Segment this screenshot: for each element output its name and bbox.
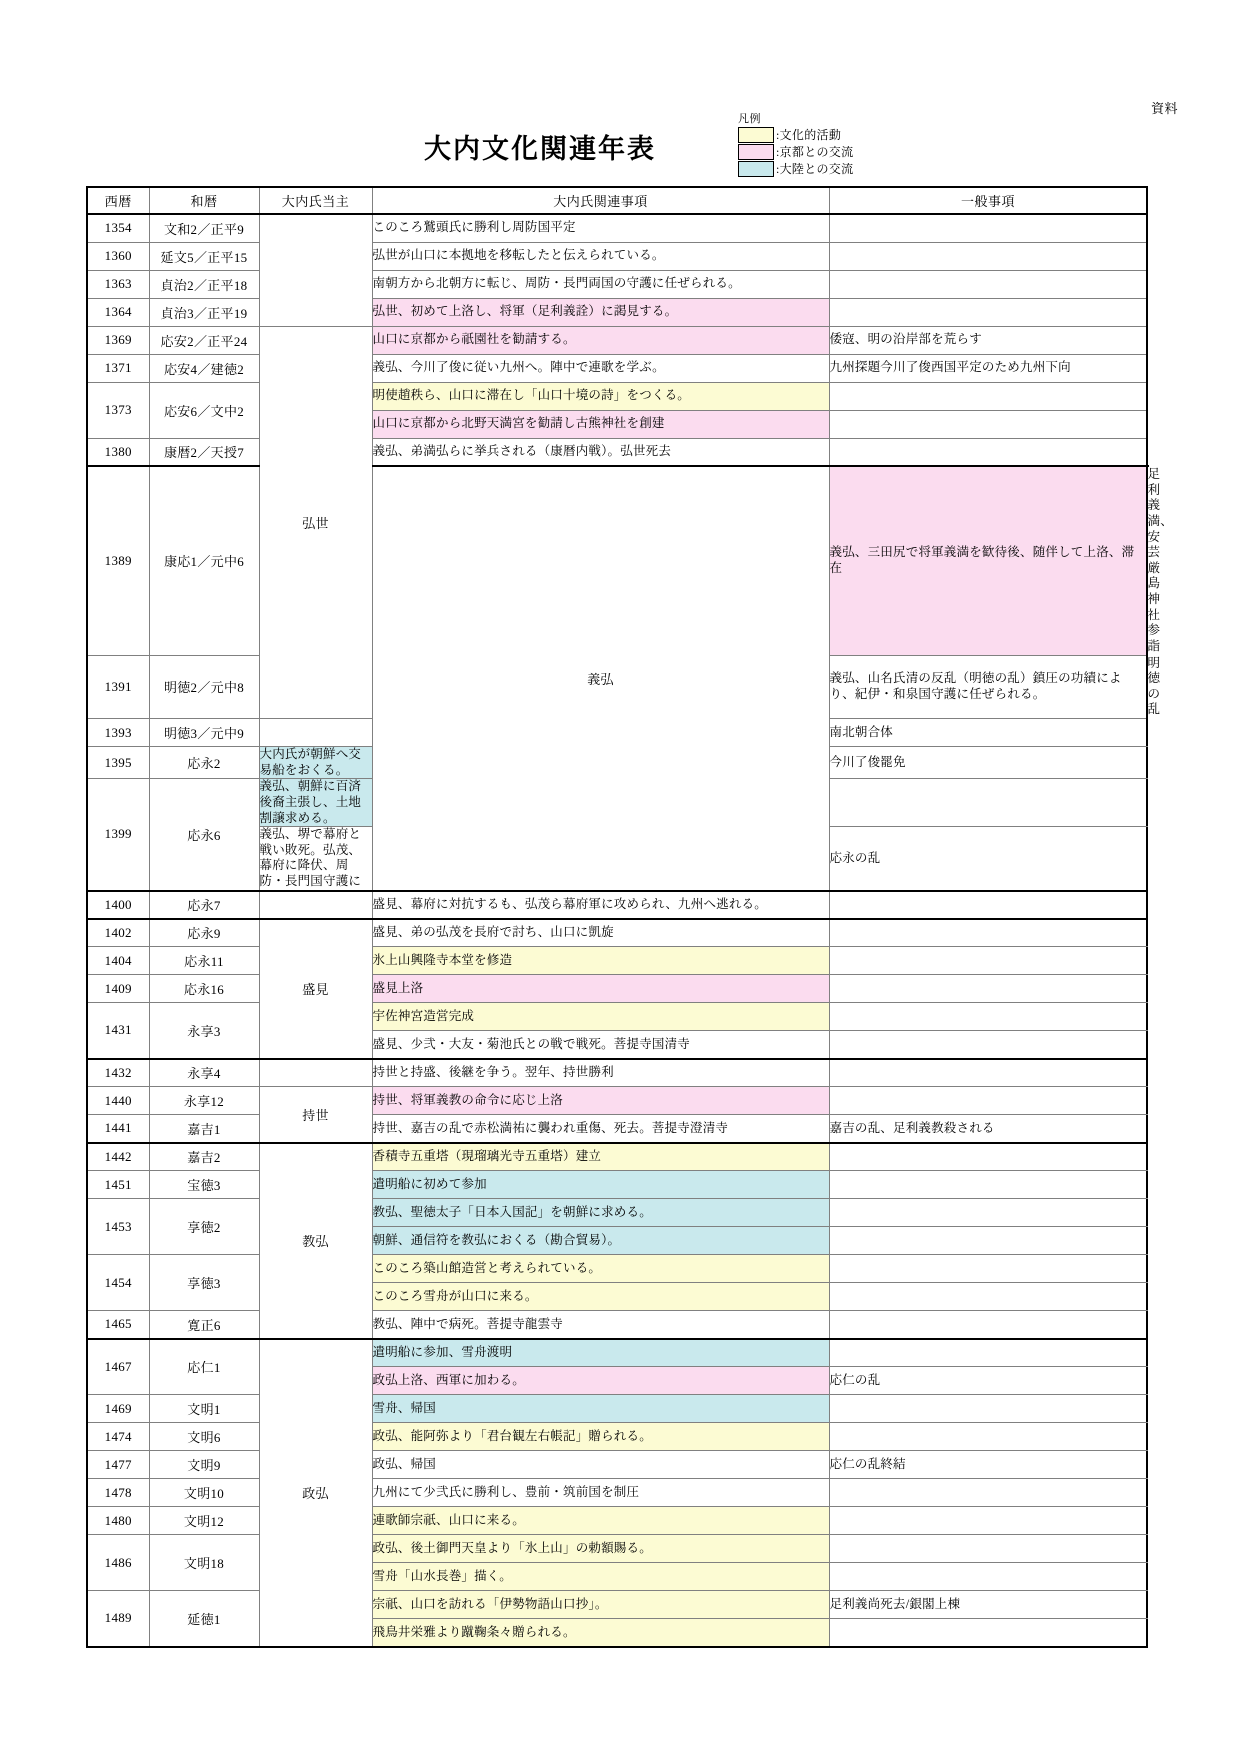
table-row <box>87 1199 1147 1227</box>
cell-ad-year: 1467 <box>87 1339 149 1395</box>
cell-ouchi-event: 山口に京都から祇園社を勧請する。 <box>372 326 829 354</box>
cell-ouchi-event: 氷上山興隆寺本堂を修造 <box>372 947 829 975</box>
cell-wa-year: 応仁1 <box>149 1339 259 1395</box>
cell-ad-year: 1489 <box>87 1591 149 1647</box>
col-header-general: 一般事項 <box>829 187 1147 214</box>
cell-ouchi-event: このころ鷲頭氏に勝利し周防国平定 <box>372 214 829 242</box>
legend-item-kyoto <box>738 143 853 160</box>
cell-wa-year: 文明12 <box>149 1507 259 1535</box>
cell-wa-year: 文明6 <box>149 1423 259 1451</box>
cell-general-event <box>829 1395 1147 1423</box>
cell-ad-year: 1465 <box>87 1311 149 1339</box>
timeline-body <box>87 214 1173 1647</box>
cell-ouchi-event: 弘世が山口に本拠地を移転したと伝えられている。 <box>372 242 829 270</box>
cell-wa-year: 宝徳3 <box>149 1171 259 1199</box>
table-row <box>87 947 1147 975</box>
cell-general-event <box>829 1143 1147 1171</box>
cell-general-event: 応仁の乱終結 <box>829 1451 1147 1479</box>
cell-general-event <box>829 242 1147 270</box>
legend-swatch-kyoto <box>738 144 774 160</box>
cell-ouchi-event: 盛見、幕府に対抗するも、弘茂ら幕府軍に攻められ、九州へ逃れる。 <box>372 891 829 919</box>
cell-ouchi-event: このころ築山館造営と考えられている。 <box>372 1255 829 1283</box>
table-row <box>87 354 1147 382</box>
cell-ad-year: 1440 <box>87 1087 149 1115</box>
cell-ad-year: 1477 <box>87 1451 149 1479</box>
table-row <box>87 1423 1147 1451</box>
table-row <box>87 326 1147 354</box>
col-header-lord: 大内氏当主 <box>259 187 372 214</box>
col-header-wa: 和暦 <box>149 187 259 214</box>
cell-ouchi-event: 遣明船に初めて参加 <box>372 1171 829 1199</box>
table-row <box>87 1003 1147 1031</box>
cell-general-event <box>829 382 1147 410</box>
cell-general-event: 応仁の乱 <box>829 1367 1147 1395</box>
cell-lord-empty <box>259 214 372 326</box>
cell-ouchi-event: 遣明船に参加、雪舟渡明 <box>372 1339 829 1367</box>
cell-ouchi-event: 宇佐神宮造営完成 <box>372 1003 829 1031</box>
table-row <box>87 1087 1147 1115</box>
cell-ad-year: 1371 <box>87 354 149 382</box>
cell-ouchi-event <box>259 719 372 747</box>
cell-general-event <box>829 1003 1147 1031</box>
table-row <box>87 1535 1147 1563</box>
cell-lord: 盛見 <box>259 919 372 1059</box>
cell-ad-year: 1380 <box>87 438 149 466</box>
cell-ad-year: 1451 <box>87 1171 149 1199</box>
table-row <box>87 270 1147 298</box>
cell-ad-year: 1395 <box>87 747 149 779</box>
table-row <box>87 1311 1147 1339</box>
cell-lord: 政弘 <box>259 1339 372 1647</box>
cell-wa-year: 延文5／正平15 <box>149 242 259 270</box>
cell-ad-year: 1478 <box>87 1479 149 1507</box>
cell-general-event <box>829 891 1147 919</box>
cell-ad-year: 1369 <box>87 326 149 354</box>
legend-label-kyoto: :京都との交流 <box>776 145 854 159</box>
cell-ouchi-event: 大内氏が朝鮮へ交易船をおくる。 <box>259 747 372 779</box>
cell-general-event <box>829 919 1147 947</box>
cell-ouchi-event: 南朝方から北朝方に転じ、周防・長門両国の守護に任ぜられる。 <box>372 270 829 298</box>
cell-ad-year: 1354 <box>87 214 149 242</box>
cell-wa-year: 文明10 <box>149 1479 259 1507</box>
cell-ouchi-event: 義弘、弟満弘らに挙兵される（康暦内戦）。弘世死去 <box>372 438 829 466</box>
legend-label-tairiku: :大陸との交流 <box>776 162 854 176</box>
col-header-event: 大内氏関連事項 <box>372 187 829 214</box>
cell-general-event <box>829 1227 1147 1255</box>
cell-general-event <box>829 1563 1147 1591</box>
cell-general-event <box>829 779 1147 827</box>
cell-general-event <box>829 1255 1147 1283</box>
table-row <box>87 298 1147 326</box>
cell-ouchi-event: 教弘、陣中で病死。菩提寺龍雲寺 <box>372 1311 829 1339</box>
cell-ad-year: 1469 <box>87 1395 149 1423</box>
table-row <box>87 975 1147 1003</box>
cell-wa-year: 応安6／文中2 <box>149 382 259 438</box>
cell-ad-year: 1400 <box>87 891 149 919</box>
cell-wa-year: 応永7 <box>149 891 259 919</box>
cell-general-event <box>829 1619 1147 1647</box>
cell-ouchi-event: 香積寺五重塔（現瑠璃光寺五重塔）建立 <box>372 1143 829 1171</box>
cell-ouchi-event: 九州にて少弐氏に勝利し、豊前・筑前国を制圧 <box>372 1479 829 1507</box>
cell-lord-empty <box>259 1059 372 1087</box>
cell-general-event: 九州探題今川了俊西国平定のため九州下向 <box>829 354 1147 382</box>
cell-wa-year: 応永16 <box>149 975 259 1003</box>
cell-wa-year: 永享4 <box>149 1059 259 1087</box>
cell-general-event <box>829 1535 1147 1563</box>
cell-wa-year: 明徳2／元中8 <box>149 655 259 719</box>
cell-wa-year: 文明18 <box>149 1535 259 1591</box>
cell-wa-year: 応安2／正平24 <box>149 326 259 354</box>
cell-ad-year: 1454 <box>87 1255 149 1311</box>
legend-label-culture: :文化的活動 <box>776 128 842 142</box>
cell-general-event <box>829 1339 1147 1367</box>
table-row <box>87 1059 1147 1087</box>
cell-general-event <box>829 1087 1147 1115</box>
cell-wa-year: 延徳1 <box>149 1591 259 1647</box>
cell-ouchi-event: 連歌師宗祇、山口に来る。 <box>372 1507 829 1535</box>
cell-general-event <box>829 1423 1147 1451</box>
cell-general-event <box>829 1171 1147 1199</box>
legend <box>738 113 853 177</box>
cell-general-event <box>829 1311 1147 1339</box>
cell-wa-year: 寛正6 <box>149 1311 259 1339</box>
cell-ad-year: 1402 <box>87 919 149 947</box>
cell-ad-year: 1363 <box>87 270 149 298</box>
cell-ouchi-event: 政弘、能阿弥より「君台観左右帳記」贈られる。 <box>372 1423 829 1451</box>
cell-ouchi-event: 教弘、聖徳太子「日本入国記」を朝鮮に求める。 <box>372 1199 829 1227</box>
corner-note: 資料 <box>1150 101 1178 116</box>
cell-ouchi-event: 義弘、朝鮮に百済後裔主張し、土地割譲求める。 <box>259 779 372 827</box>
cell-general-event <box>829 1507 1147 1535</box>
table-row: 1391 明徳2／元中8 義弘、山名氏清の反乱（明徳の乱）鎮圧の功績により、紀伊・和泉国守護に任ぜられる。 明徳の乱 <box>87 655 1147 719</box>
col-header-ad: 西暦 <box>87 187 149 214</box>
cell-wa-year: 永享3 <box>149 1003 259 1059</box>
cell-wa-year: 応永11 <box>149 947 259 975</box>
cell-ouchi-event: 盛見、少弐・大友・菊池氏との戦で戦死。菩提寺国清寺 <box>372 1031 829 1059</box>
cell-lord: 持世 <box>259 1087 372 1143</box>
cell-ouchi-event: 持世と持盛、後継を争う。翌年、持世勝利 <box>372 1059 829 1087</box>
cell-ad-year: 1474 <box>87 1423 149 1451</box>
cell-general-event: 足利義尚死去/銀閣上棟 <box>829 1591 1147 1619</box>
cell-ouchi-event: 弘世、初めて上洛し、将軍（足利義詮）に謁見する。 <box>372 298 829 326</box>
cell-wa-year: 貞治3／正平19 <box>149 298 259 326</box>
cell-wa-year: 文和2／正平9 <box>149 214 259 242</box>
cell-ad-year: 1442 <box>87 1143 149 1171</box>
table-row <box>87 438 1147 466</box>
cell-ad-year: 1486 <box>87 1535 149 1591</box>
cell-ad-year: 1389 <box>87 466 149 655</box>
cell-general-event: 今川了俊罷免 <box>829 747 1147 779</box>
cell-ad-year: 1391 <box>87 655 149 719</box>
table-row <box>87 1339 1147 1367</box>
table-row <box>87 1395 1147 1423</box>
cell-wa-year: 康暦2／天授7 <box>149 438 259 466</box>
table-row <box>87 891 1147 919</box>
table-row <box>87 242 1147 270</box>
cell-ouchi-event: 義弘、山名氏清の反乱（明徳の乱）鎮圧の功績により、紀伊・和泉国守護に任ぜられる。 <box>829 655 1147 719</box>
cell-ouchi-event: 雪舟「山水長巻」描く。 <box>372 1563 829 1591</box>
table-row <box>87 1451 1147 1479</box>
cell-wa-year: 応永6 <box>149 779 259 891</box>
cell-general-event <box>829 1479 1147 1507</box>
cell-general-event: 応永の乱 <box>829 827 1147 891</box>
cell-ad-year: 1373 <box>87 382 149 438</box>
cell-general-event: 南北朝合体 <box>829 719 1147 747</box>
cell-wa-year: 康応1／元中6 <box>149 466 259 655</box>
cell-general-event <box>829 1031 1147 1059</box>
cell-ouchi-event: 政弘、後土御門天皇より「氷上山」の勅額賜る。 <box>372 1535 829 1563</box>
cell-general-event <box>829 1059 1147 1087</box>
cell-ad-year: 1360 <box>87 242 149 270</box>
cell-ad-year: 1364 <box>87 298 149 326</box>
cell-wa-year: 文明1 <box>149 1395 259 1423</box>
legend-swatch-tairiku <box>738 161 774 177</box>
cell-lord: 義弘 <box>372 466 829 891</box>
cell-ouchi-event: 山口に京都から北野天満宮を勧請し古熊神社を創建 <box>372 410 829 438</box>
cell-wa-year: 永享12 <box>149 1087 259 1115</box>
legend-item-tairiku <box>738 160 853 177</box>
cell-general-event <box>829 947 1147 975</box>
legend-heading: 凡例 <box>738 113 761 125</box>
table-row <box>87 214 1147 242</box>
table-row <box>87 1115 1147 1143</box>
cell-ouchi-event: 盛見、弟の弘茂を長府で討ち、山口に凱旋 <box>372 919 829 947</box>
cell-general-event <box>829 438 1147 466</box>
cell-ad-year: 1441 <box>87 1115 149 1143</box>
table-row <box>87 1171 1147 1199</box>
timeline-table <box>86 186 1173 1648</box>
cell-wa-year: 貞治2／正平18 <box>149 270 259 298</box>
cell-ad-year: 1404 <box>87 947 149 975</box>
cell-ad-year: 1480 <box>87 1507 149 1535</box>
cell-general-event <box>829 975 1147 1003</box>
legend-item-culture <box>738 126 853 143</box>
cell-ouchi-event: このころ雪舟が山口に来る。 <box>372 1283 829 1311</box>
table-header-row <box>87 187 1147 214</box>
table-row <box>87 1479 1147 1507</box>
cell-ouchi-event: 盛見上洛 <box>372 975 829 1003</box>
cell-ouchi-event: 飛鳥井栄雅より蹴鞠条々贈られる。 <box>372 1619 829 1647</box>
cell-ad-year: 1453 <box>87 1199 149 1255</box>
table-row <box>87 1507 1147 1535</box>
cell-ad-year: 1409 <box>87 975 149 1003</box>
cell-ad-year: 1393 <box>87 719 149 747</box>
table-row: 1389 康応1／元中6 義弘 義弘、三田尻で将軍義満を歓待後、随伴して上洛、滞在 足利義満、安芸厳島神社参詣 <box>87 466 1147 655</box>
cell-lord-empty <box>259 891 372 919</box>
cell-ouchi-event: 持世、将軍義教の命令に応じ上洛 <box>372 1087 829 1115</box>
table-row <box>87 382 1147 410</box>
cell-ad-year: 1432 <box>87 1059 149 1087</box>
table-row <box>87 1591 1147 1619</box>
table-row <box>87 1143 1147 1171</box>
legend-swatch-culture <box>738 127 774 143</box>
cell-wa-year: 文明9 <box>149 1451 259 1479</box>
cell-wa-year: 応安4／建徳2 <box>149 354 259 382</box>
cell-wa-year: 享徳2 <box>149 1199 259 1255</box>
cell-ouchi-event: 明使趙秩ら、山口に滞在し「山口十境の詩」をつくる。 <box>372 382 829 410</box>
cell-wa-year: 享徳3 <box>149 1255 259 1311</box>
cell-lord: 教弘 <box>259 1143 372 1339</box>
cell-general-event <box>829 1283 1147 1311</box>
cell-ouchi-event: 義弘、堺で幕府と戦い敗死。弘茂、幕府に降伏、周防・長門国守護に <box>259 827 372 891</box>
cell-general-event <box>829 1199 1147 1227</box>
cell-ouchi-event: 義弘、三田尻で将軍義満を歓待後、随伴して上洛、滞在 <box>829 466 1147 655</box>
cell-ouchi-event: 政弘、帰国 <box>372 1451 829 1479</box>
cell-lord: 弘世 <box>259 326 372 719</box>
cell-wa-year: 嘉吉2 <box>149 1143 259 1171</box>
cell-general-event: 嘉吉の乱、足利義教殺される <box>829 1115 1147 1143</box>
cell-general-event <box>829 410 1147 438</box>
cell-wa-year: 応永9 <box>149 919 259 947</box>
cell-ouchi-event: 義弘、今川了俊に従い九州へ。陣中で連歌を学ぶ。 <box>372 354 829 382</box>
cell-wa-year: 明徳3／元中9 <box>149 719 259 747</box>
cell-ad-year: 1431 <box>87 1003 149 1059</box>
cell-ouchi-event: 宗祇、山口を訪れる「伊勢物語山口抄」。 <box>372 1591 829 1619</box>
cell-general-event <box>829 214 1147 242</box>
cell-general-event <box>829 298 1147 326</box>
cell-wa-year: 応永2 <box>149 747 259 779</box>
cell-ouchi-event: 朝鮮、通信符を教弘におくる（勘合貿易）。 <box>372 1227 829 1255</box>
table-row <box>87 919 1147 947</box>
page-title: 大内文化関連年表 <box>424 134 656 164</box>
cell-wa-year: 嘉吉1 <box>149 1115 259 1143</box>
cell-general-event <box>829 270 1147 298</box>
cell-ad-year: 1399 <box>87 779 149 891</box>
cell-ouchi-event: 持世、嘉吉の乱で赤松満祐に襲われ重傷、死去。菩提寺澄清寺 <box>372 1115 829 1143</box>
cell-ouchi-event: 雪舟、帰国 <box>372 1395 829 1423</box>
cell-general-event: 倭寇、明の沿岸部を荒らす <box>829 326 1147 354</box>
table-row <box>87 1255 1147 1283</box>
cell-ouchi-event: 政弘上洛、西軍に加わる。 <box>372 1367 829 1395</box>
